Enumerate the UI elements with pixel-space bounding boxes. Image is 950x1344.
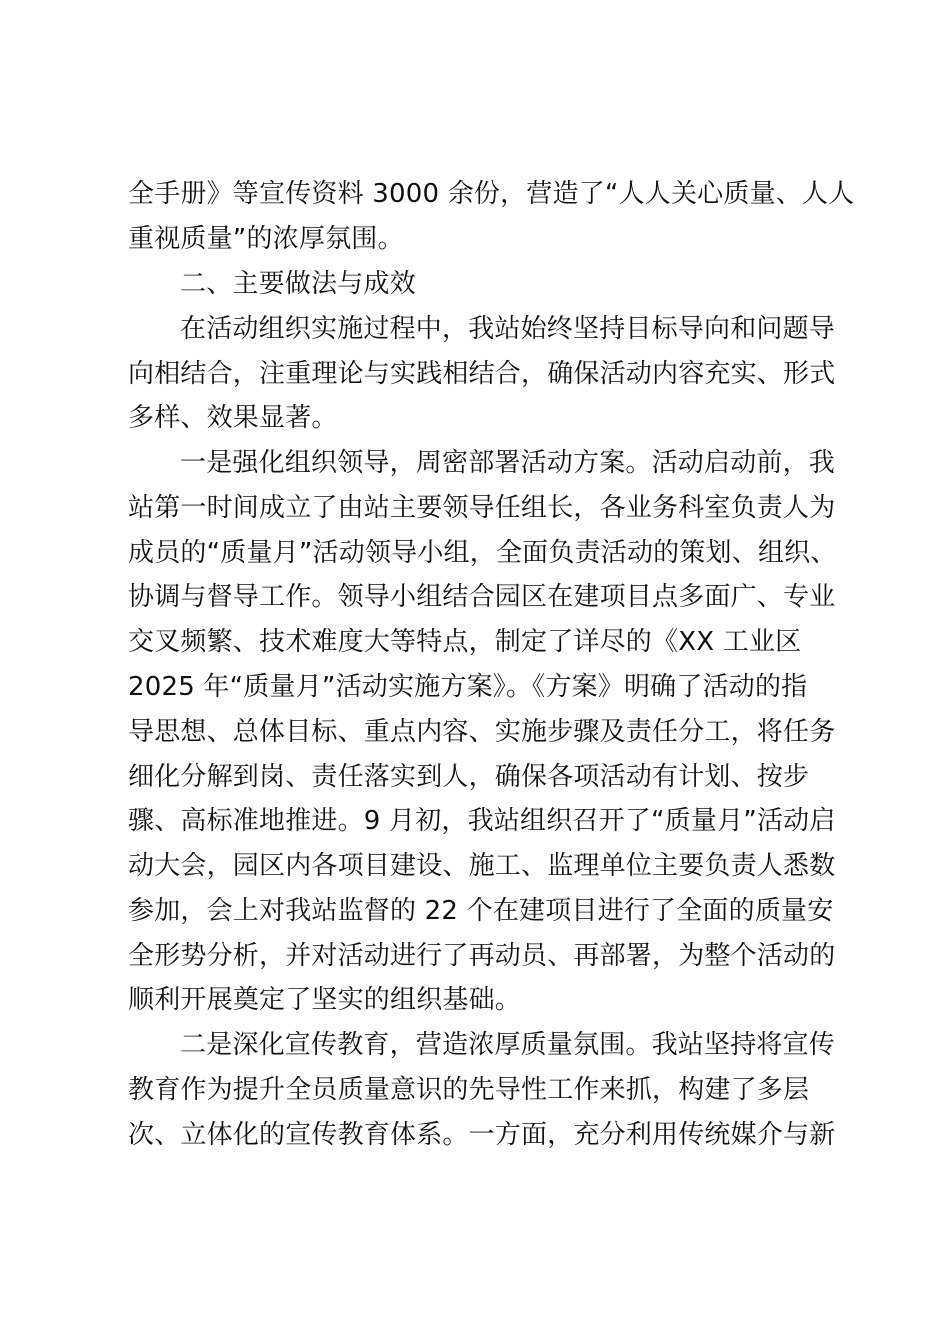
paragraph-line: 成员的“质量月”活动领导小组，全面负责活动的策划、组织、 [128, 538, 837, 568]
paragraph-line: 导思想、总体目标、重点内容、实施步骤及责任分工，将任务 [128, 717, 836, 747]
paragraph-line: 细化分解到岗、责任落实到人，确保各项活动有计划、按步 [128, 762, 810, 792]
paragraph-line: 教育作为提升全员质量意识的先导性工作来抓，构建了多层 [128, 1075, 810, 1105]
paragraph-line: 站第一时间成立了由站主要领导任组长，各业务科室负责人为 [128, 493, 836, 523]
paragraph-line: 向相结合，注重理论与实践相结合，确保活动内容充实、形式 [128, 359, 836, 389]
paragraph-line: 交叉频繁、技术难度大等特点，制定了详尽的《XX 工业区 [128, 627, 802, 657]
paragraph-line: 重视质量”的浓厚氛围。 [128, 224, 404, 254]
paragraph-line: 2025 年“质量月”活动实施方案》。《方案》明确了活动的指 [128, 672, 808, 702]
paragraph-line: 二是深化宣传教育，营造浓厚质量氛围。我站坚持将宣传 [180, 1030, 836, 1060]
paragraph-line: 参加，会上对我站监督的 22 个在建项目进行了全面的质量安 [128, 896, 834, 926]
paragraph-line: 协调与督导工作。领导小组结合园区在建项目点多面广、专业 [128, 582, 836, 612]
paragraph-line: 全手册》等宣传资料 3000 余份，营造了“人人关心质量、人人 [128, 179, 855, 209]
paragraph-line: 顺利开展奠定了坚实的组织基础。 [128, 985, 522, 1015]
paragraph-line: 一是强化组织领导，周密部署活动方案。活动启动前，我 [180, 448, 836, 478]
paragraph-line: 全形势分析，并对活动进行了再动员、再部署，为整个活动的 [128, 941, 836, 971]
paragraph-line: 骤、高标准地推进。9 月初，我站组织召开了“质量月”活动启 [128, 806, 836, 836]
paragraph-line: 动大会，园区内各项目建设、施工、监理单位主要负责人悉数 [128, 851, 836, 881]
paragraph-line: 多样、效果显著。 [128, 403, 338, 433]
paragraph-line: 在活动组织实施过程中，我站始终坚持目标导向和问题导 [180, 314, 836, 344]
paragraph-line: 次、立体化的宣传教育体系。一方面，充分利用传统媒介与新 [128, 1120, 836, 1150]
section-heading: 二、主要做法与成效 [180, 269, 416, 299]
